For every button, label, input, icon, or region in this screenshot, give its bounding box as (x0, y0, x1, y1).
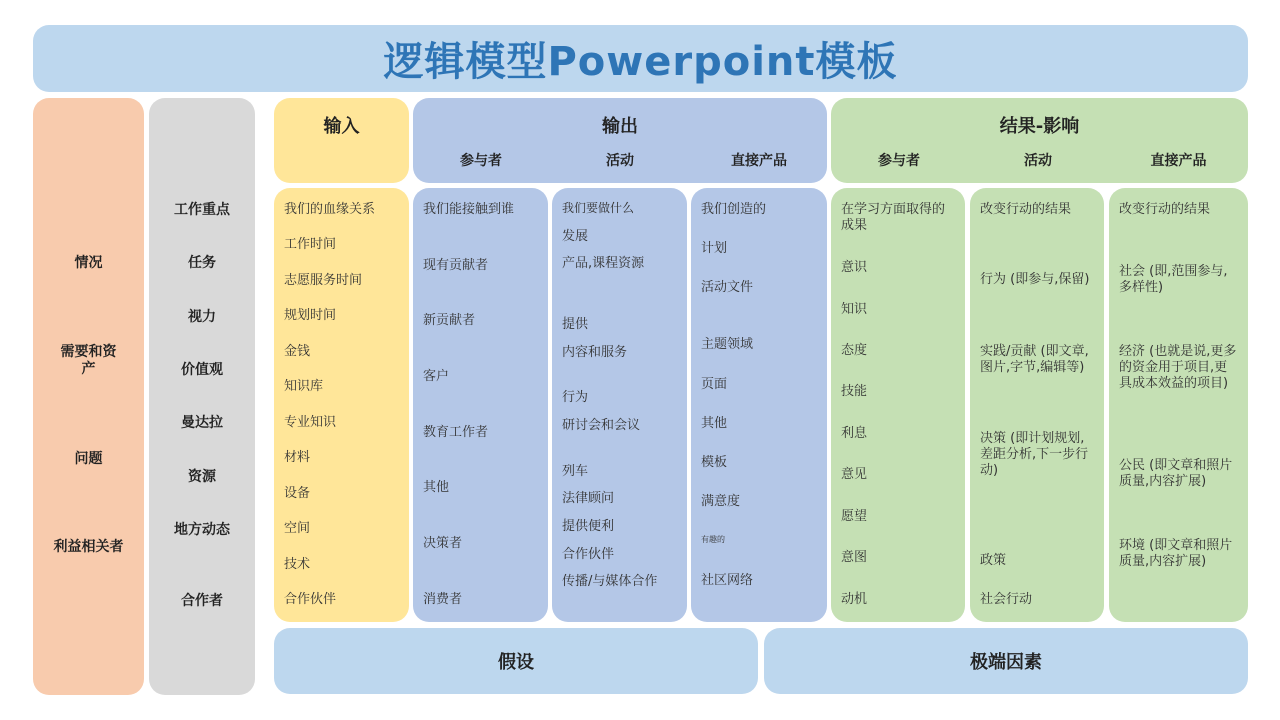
outcome-participant-item: 意图 (841, 550, 868, 565)
output-activity-item: 合作伙伴 (562, 547, 615, 562)
output-product-item: 模板 (701, 455, 728, 470)
outcome-participant-item: 意识 (841, 260, 868, 275)
outcome-activity-item: 政策 (980, 553, 1007, 568)
input-item: 空间 (284, 521, 311, 536)
situation-item: 需要和资产 (60, 344, 117, 377)
outcome-participant-item: 动机 (841, 592, 868, 607)
outcome-product-item: 社会 (即,范围参与,多样性) (1119, 264, 1228, 295)
output-activity-item: 法律顾问 (562, 491, 615, 506)
outcome-participant-item: 技能 (841, 384, 868, 399)
outcome-products-column (1109, 188, 1248, 622)
outcome-participant-item: 态度 (841, 343, 868, 358)
output-participant-item: 消费者 (423, 592, 463, 607)
input-item: 合作伙伴 (284, 592, 337, 607)
outcome-sub-products: 直接产品 (1150, 153, 1207, 169)
focus-item: 任务 (188, 255, 216, 271)
output-activity-item: 列车 (562, 464, 589, 479)
situation-item: 情况 (74, 255, 103, 271)
input-item: 技术 (284, 557, 311, 572)
outcome-participant-item: 意见 (841, 467, 868, 482)
input-item: 规划时间 (284, 308, 337, 323)
output-participant-item: 客户 (423, 369, 450, 384)
outcome-participants-column (831, 188, 965, 622)
input-item: 我们的血缘关系 (284, 202, 376, 217)
outcome-product-item: 公民 (即文章和照片质量,内容扩展) (1119, 458, 1233, 489)
input-item: 专业知识 (284, 415, 337, 430)
assumptions-box (274, 628, 758, 694)
outcome-activity-item: 实践/贡献 (即文章,图片,字节,编辑等) (980, 344, 1089, 375)
output-participant-item: 决策者 (423, 536, 463, 551)
outcome-activity-item: 决策 (即计划规划,差距分析,下一步行动) (980, 431, 1089, 478)
output-product-item: 社区网络 (701, 573, 754, 588)
output-sub-products: 直接产品 (731, 153, 787, 169)
output-participants-column (413, 188, 548, 622)
outcome-activity-item: 行为 (即参与,保留) (980, 272, 1090, 287)
situation-item: 问题 (74, 451, 103, 467)
output-participant-item: 其他 (423, 480, 450, 495)
output-product-item: 其他 (701, 416, 728, 431)
outcome-sub-participants: 参与者 (878, 153, 920, 169)
outcome-product-item: 环境 (即文章和照片质量,内容扩展) (1119, 538, 1233, 569)
output-product-item: 满意度 (701, 494, 741, 509)
input-item: 金钱 (284, 344, 311, 359)
outcome-header (831, 98, 1248, 183)
output-activities-column (552, 188, 687, 622)
output-participant-item: 我们能接触到谁 (423, 202, 515, 217)
assumptions-label: 假设 (498, 652, 534, 673)
output-product-item: 计划 (701, 241, 728, 256)
output-activity-item: 行为 (562, 390, 589, 405)
output-activity-item: 传播/与媒体合作 (562, 574, 658, 589)
output-product-item: 主题领域 (701, 337, 754, 352)
focus-item: 合作者 (181, 593, 223, 609)
output-activity-item: 内容和服务 (562, 345, 628, 360)
input-item: 设备 (284, 486, 311, 501)
output-header (413, 98, 827, 183)
external-factors-label: 极端因素 (970, 652, 1042, 673)
input-item: 志愿服务时间 (284, 273, 363, 288)
focus-item: 工作重点 (174, 202, 230, 218)
external-factors-box (764, 628, 1248, 694)
output-product-item: 有趣的 (701, 535, 725, 544)
focus-item: 价值观 (181, 362, 223, 378)
outcome-activity-item: 社会行动 (980, 592, 1033, 607)
output-products-column (691, 188, 827, 622)
focus-item: 资源 (188, 469, 216, 485)
input-item: 材料 (284, 450, 311, 465)
input-column (274, 188, 409, 622)
outcome-activities-column (970, 188, 1104, 622)
outcome-activity-item: 改变行动的结果 (980, 202, 1072, 217)
input-item: 工作时间 (284, 237, 337, 252)
outcome-sub-activities: 活动 (1024, 153, 1052, 169)
output-product-item: 我们创造的 (701, 202, 767, 217)
outcome-product-item: 改变行动的结果 (1119, 202, 1211, 217)
input-header-title: 输入 (323, 116, 360, 137)
output-activity-item: 研讨会和会议 (562, 418, 641, 433)
situation-item: 利益相关者 (53, 539, 124, 555)
output-activity-item: 我们要做什么 (562, 201, 635, 215)
focus-item: 地方动态 (174, 522, 230, 538)
output-sub-activities: 活动 (606, 153, 634, 169)
outcome-header-title: 结果-影响 (999, 116, 1080, 137)
input-header (274, 98, 409, 183)
output-participant-item: 现有贡献者 (423, 258, 489, 273)
output-activity-item: 产品,课程资源 (562, 256, 645, 271)
outcome-participant-item: 知识 (841, 302, 868, 317)
page-title: 逻辑模型Powerpoint模板 (383, 39, 898, 85)
situation-column (33, 98, 144, 695)
title-bar (33, 25, 1248, 92)
outcome-participant-item: 愿望 (841, 509, 868, 524)
focus-item: 视力 (188, 309, 216, 325)
output-product-item: 活动文件 (701, 280, 754, 295)
output-product-item: 页面 (701, 377, 728, 392)
output-header-title: 输出 (602, 116, 638, 137)
outcome-participant-item: 利息 (841, 426, 868, 441)
output-participant-item: 新贡献者 (423, 313, 476, 328)
output-participant-item: 教育工作者 (423, 425, 489, 440)
input-item: 知识库 (284, 379, 324, 394)
outcome-participant-item: 在学习方面取得的成果 (841, 202, 946, 233)
outcome-product-item: 经济 (也就是说,更多的资金用于项目,更具成本效益的项目) (1119, 344, 1237, 391)
output-activity-item: 提供 (562, 317, 589, 332)
focus-item: 曼达拉 (181, 415, 223, 431)
output-activity-item: 发展 (562, 229, 589, 244)
output-activity-item: 提供便利 (562, 519, 615, 534)
output-sub-participants: 参与者 (460, 153, 502, 169)
focus-column (149, 98, 255, 695)
